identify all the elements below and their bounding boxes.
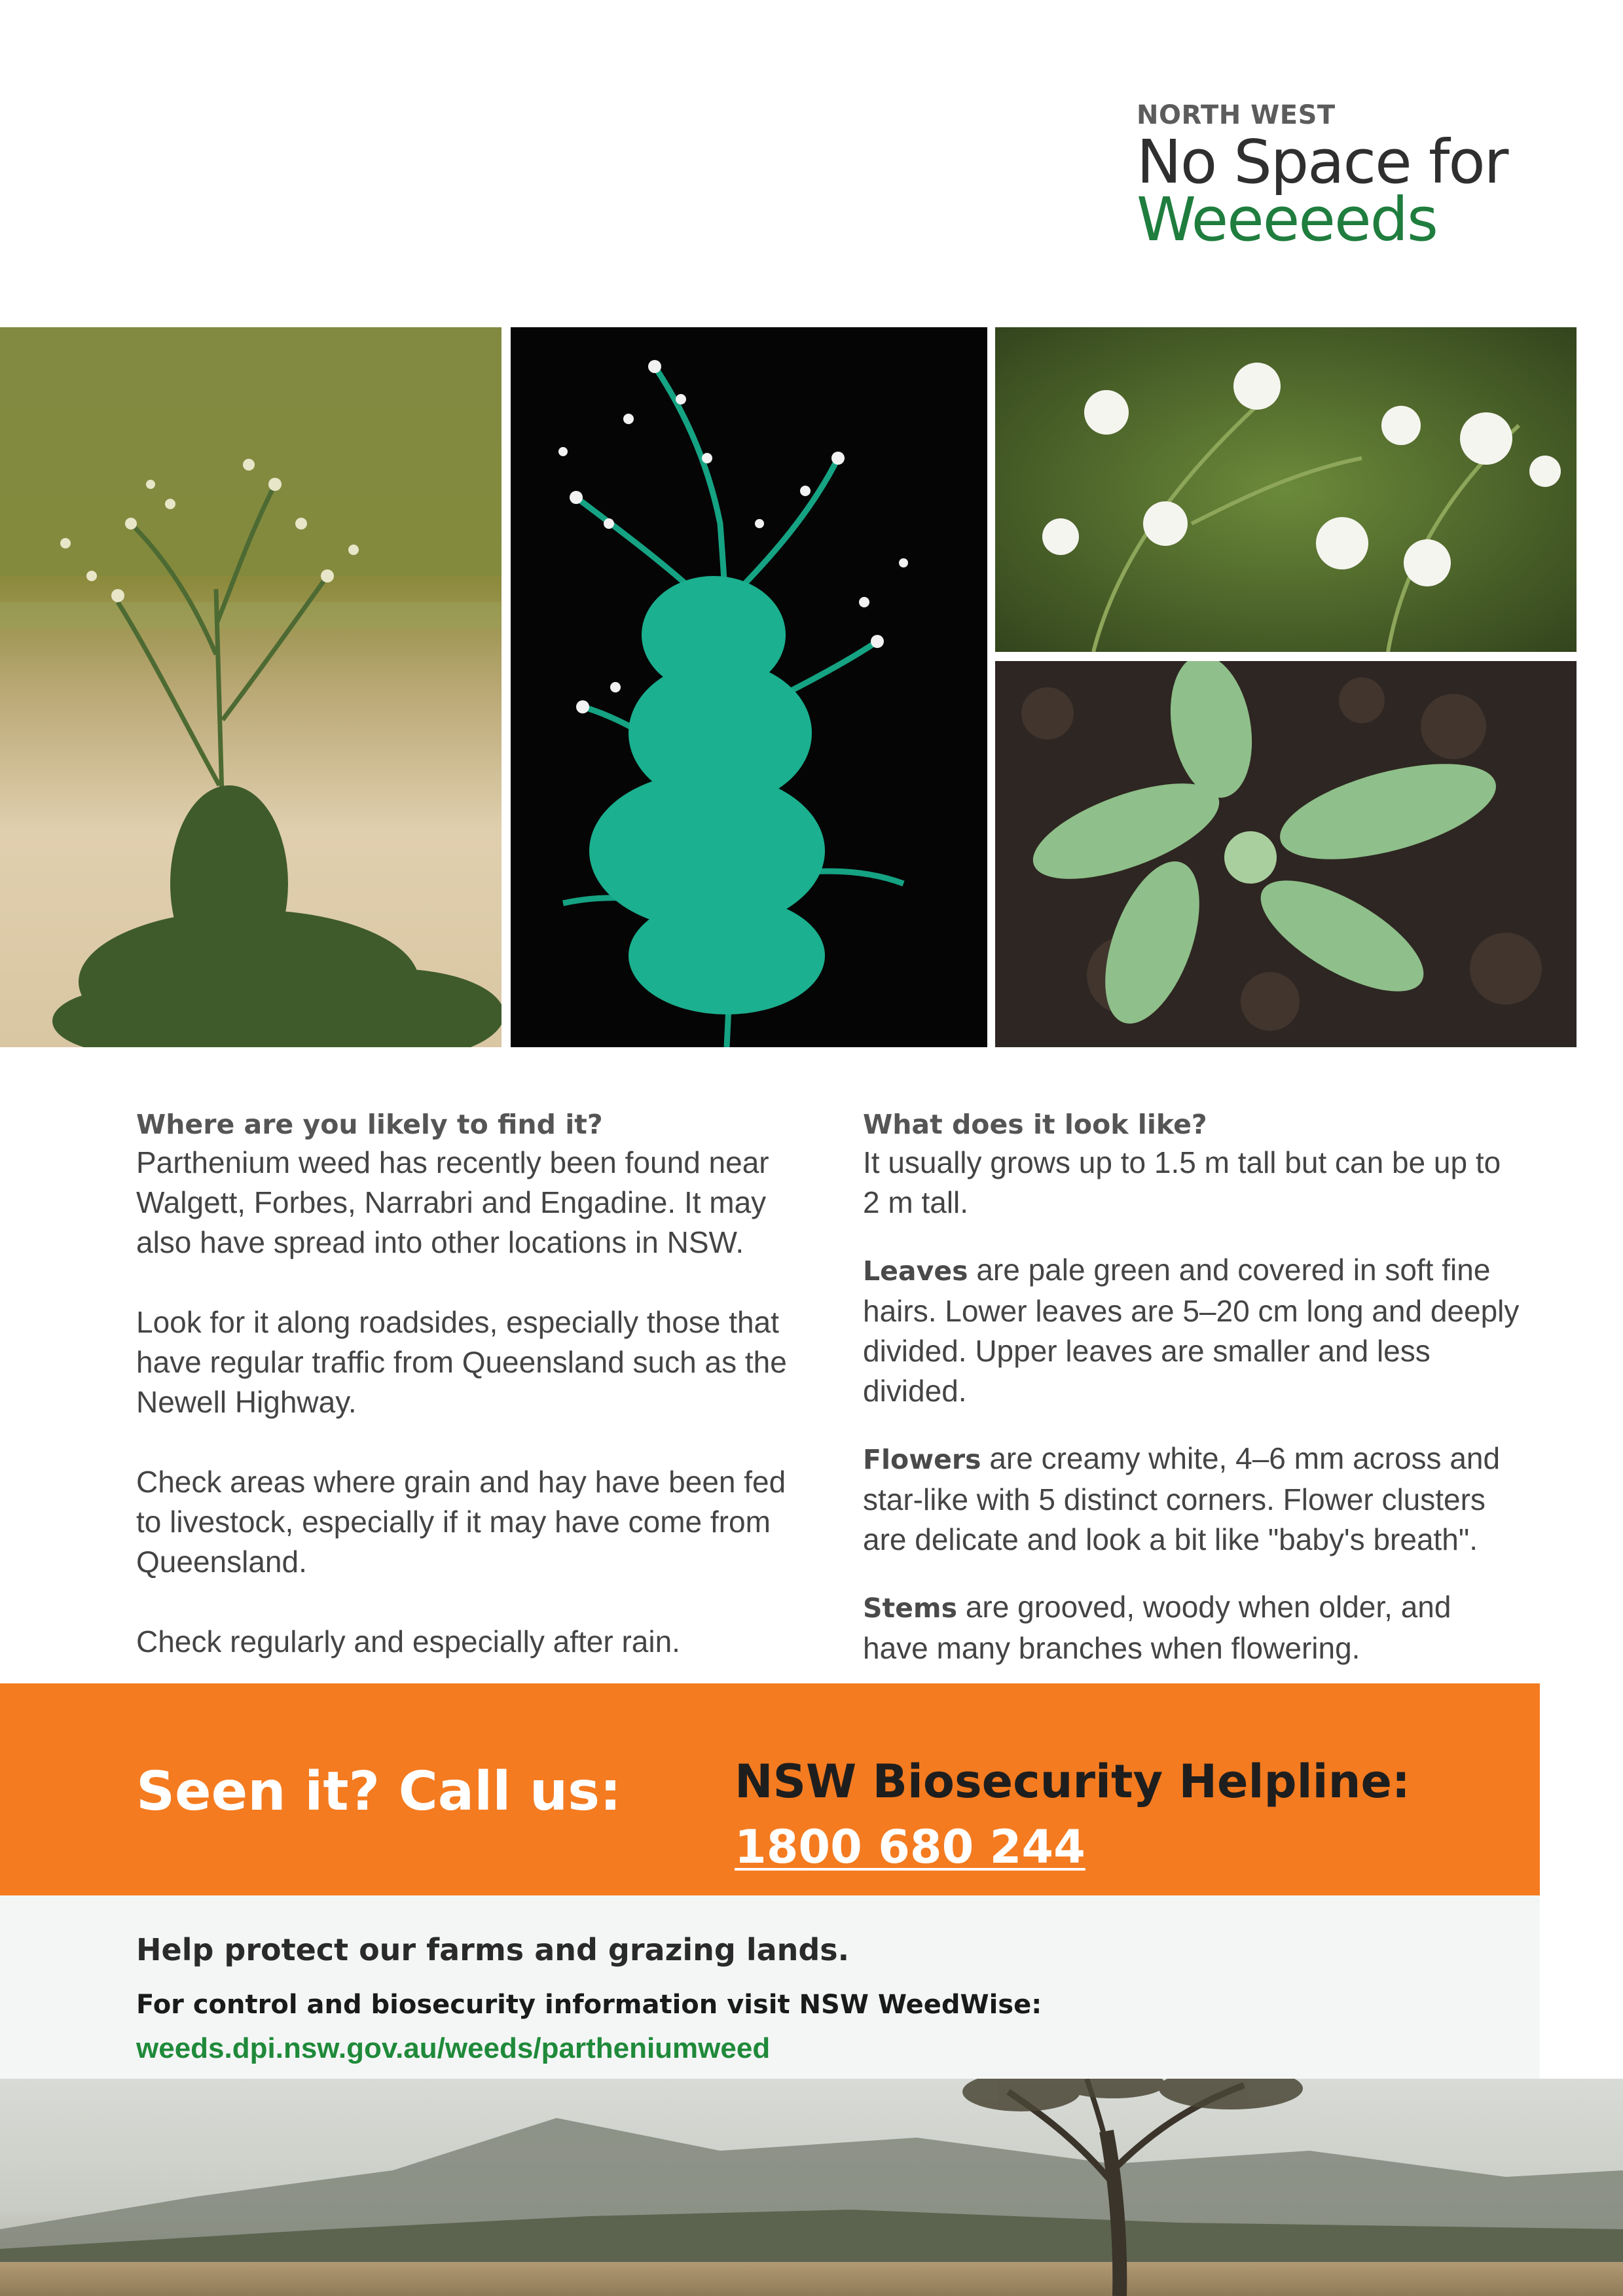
where-to-find-paragraph-4: Check regularly and especially after rain. bbox=[136, 1624, 680, 1659]
helpline-phone-link[interactable]: 1800 680 244 bbox=[735, 1820, 1085, 1874]
where-to-find-paragraph-1: Parthenium weed has recently been found near Walgett, Forbes, Narrabri and Engadine. It may also have spread into other locations in NSW. bbox=[136, 1145, 769, 1259]
leaves-paragraph bbox=[863, 1250, 1524, 1411]
flowers-label: Flowers bbox=[863, 1444, 981, 1475]
farmland-landscape-photo bbox=[0, 2079, 1623, 2296]
leaves-text: are pale green and covered in soft fine hairs. Lower leaves are 5–20 cm long and deeply divided. Upper leaves are smaller and less divided. bbox=[863, 1253, 1520, 1408]
appearance-heading: What does it look like? bbox=[863, 1109, 1207, 1140]
weedwise-link[interactable]: weeds.dpi.nsw.gov.au/weeds/partheniumweed bbox=[136, 2032, 771, 2064]
where-to-find-paragraph-2: Look for it along roadsides, especially those that have regular traffic from Queensland such as the Newell Highway. bbox=[136, 1305, 787, 1419]
where-to-find-heading: Where are you likely to find it? bbox=[136, 1109, 603, 1140]
helpline-block bbox=[735, 1749, 1410, 1880]
logo-line-1: No Space for bbox=[1137, 127, 1508, 197]
parthenium-seedling-rosette-photo bbox=[995, 661, 1577, 1047]
parthenium-plant-in-field-photo bbox=[0, 327, 501, 1047]
logo bbox=[1137, 99, 1556, 255]
stems-paragraph bbox=[863, 1587, 1524, 1668]
appearance-section bbox=[863, 1106, 1524, 1668]
stems-label: Stems bbox=[863, 1592, 958, 1624]
helpline-label: NSW Biosecurity Helpline: bbox=[735, 1755, 1410, 1808]
logo-line-2: Weeeeeds bbox=[1137, 185, 1437, 255]
logo-region: NORTH WEST bbox=[1137, 100, 1336, 130]
where-to-find-paragraph-3: Check areas where grain and hay have been fed to livestock, especially if it may have come from Queensland. bbox=[136, 1465, 786, 1579]
parthenium-flowers-closeup-photo bbox=[995, 327, 1577, 652]
where-to-find-section bbox=[136, 1106, 797, 1662]
stems-text: are grooved, woody when older, and have many branches when flowering. bbox=[863, 1590, 1451, 1665]
info-subline: For control and biosecurity information visit NSW WeedWise: bbox=[136, 1990, 1042, 2020]
parthenium-plant-on-black-photo bbox=[511, 327, 987, 1047]
leaves-label: Leaves bbox=[863, 1255, 968, 1287]
flowers-paragraph bbox=[863, 1439, 1524, 1560]
flowers-text: are creamy white, 4–6 mm across and star-like with 5 distinct corners. Flower clusters are delicate and look a bit like "baby's breath". bbox=[863, 1441, 1501, 1556]
info-headline: Help protect our farms and grazing lands. bbox=[136, 1932, 850, 1967]
appearance-intro: It usually grows up to 1.5 m tall but can be up to 2 m tall. bbox=[863, 1145, 1501, 1219]
call-text: Seen it? Call us: bbox=[136, 1761, 621, 1823]
